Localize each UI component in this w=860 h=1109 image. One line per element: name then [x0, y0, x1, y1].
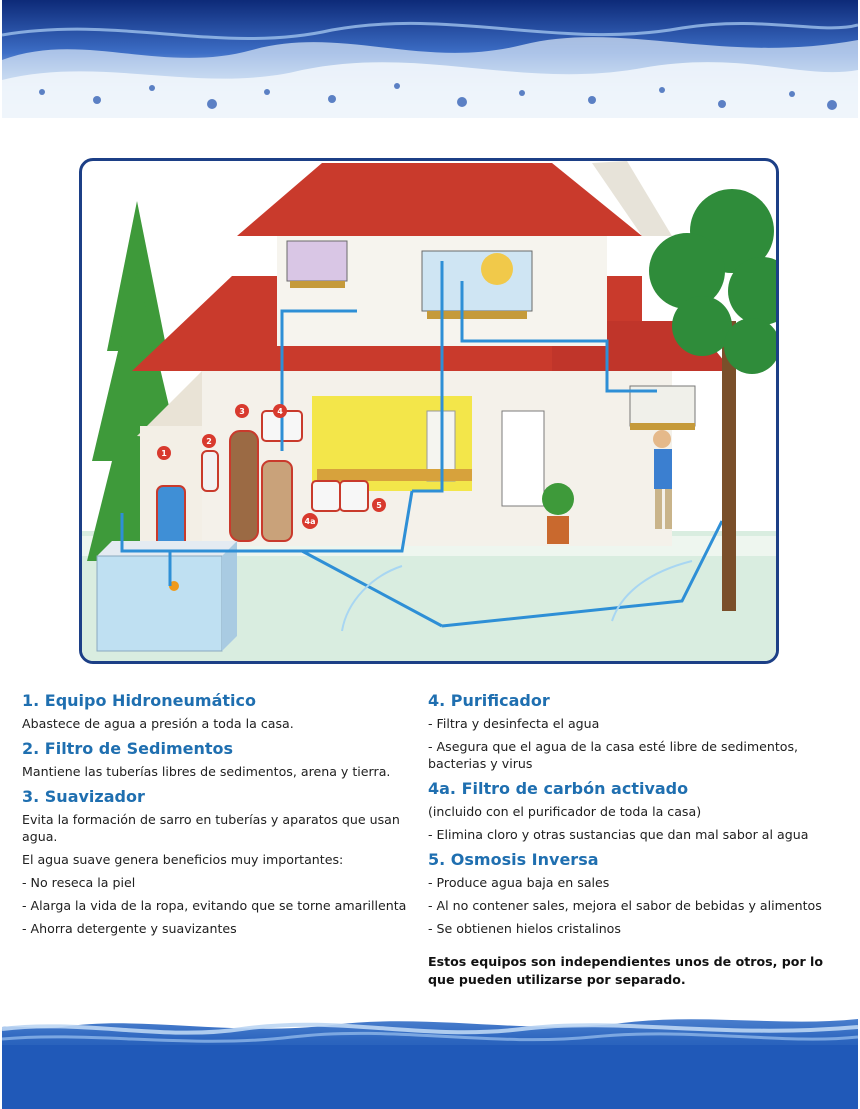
section-text: Evita la formación de sarro en tuberías y aparatos que usan agua.: [22, 812, 400, 844]
water-surface-image: [2, 1005, 858, 1109]
bullet-item: - Elimina cloro y otras sustancias que dan mal sabor al agua: [428, 827, 809, 842]
home-water-system-illustration: [79, 158, 779, 664]
badge-5: 5: [376, 501, 382, 510]
bullet-item: - Al no contener sales, mejora el sabor de bebidas y alimentos: [428, 898, 822, 913]
bullet-item: - Ahorra detergente y suavizantes: [22, 921, 237, 936]
badge-3: 3: [239, 407, 245, 416]
section-title-purificador: 4. Purificador: [428, 691, 550, 710]
section-title-filtro-sedimentos: 2. Filtro de Sedimentos: [22, 739, 234, 758]
bullet-item: - Se obtienen hielos cristalinos: [428, 921, 621, 936]
section-title-osmosis: 5. Osmosis Inversa: [428, 850, 599, 869]
water-wave-image: [2, 0, 858, 118]
water-banner-bottom: [2, 1005, 858, 1109]
badge-4a: 4a: [304, 517, 316, 526]
section-title-suavizador: 3. Suavizador: [22, 787, 145, 806]
section-text: Abastece de agua a presión a toda la casa.: [22, 716, 294, 731]
independence-note: Estos equipos son independientes unos de otros, por lo que pueden utilizarse por separado.: [428, 954, 824, 987]
section-text: El agua suave genera beneficios muy importantes:: [22, 852, 344, 867]
badge-1: 1: [161, 449, 167, 458]
house-diagram: [82, 161, 776, 661]
section-title-filtro-carbon: 4a. Filtro de carbón activado: [428, 779, 689, 798]
section-title-hidroneumatico: 1. Equipo Hidroneumático: [22, 691, 256, 710]
section-text: Mantiene las tuberías libres de sedimentos, arena y tierra.: [22, 764, 391, 779]
badge-4: 4: [277, 407, 283, 416]
section-text: (incluido con el purificador de toda la casa): [428, 804, 702, 819]
right-column: [428, 690, 838, 989]
left-column: [22, 690, 407, 937]
bullet-item: - Produce agua baja en sales: [428, 875, 610, 890]
bullet-item: - Asegura que el agua de la casa esté libre de sedimentos, bacterias y virus: [428, 739, 799, 771]
bullet-item: - No reseca la piel: [22, 875, 136, 890]
water-banner-top: [2, 0, 858, 118]
bullet-item: - Alarga la vida de la ropa, evitando que se torne amarillenta: [22, 898, 407, 913]
badge-2: 2: [206, 437, 212, 446]
bullet-item: - Filtra y desinfecta el agua: [428, 716, 600, 731]
